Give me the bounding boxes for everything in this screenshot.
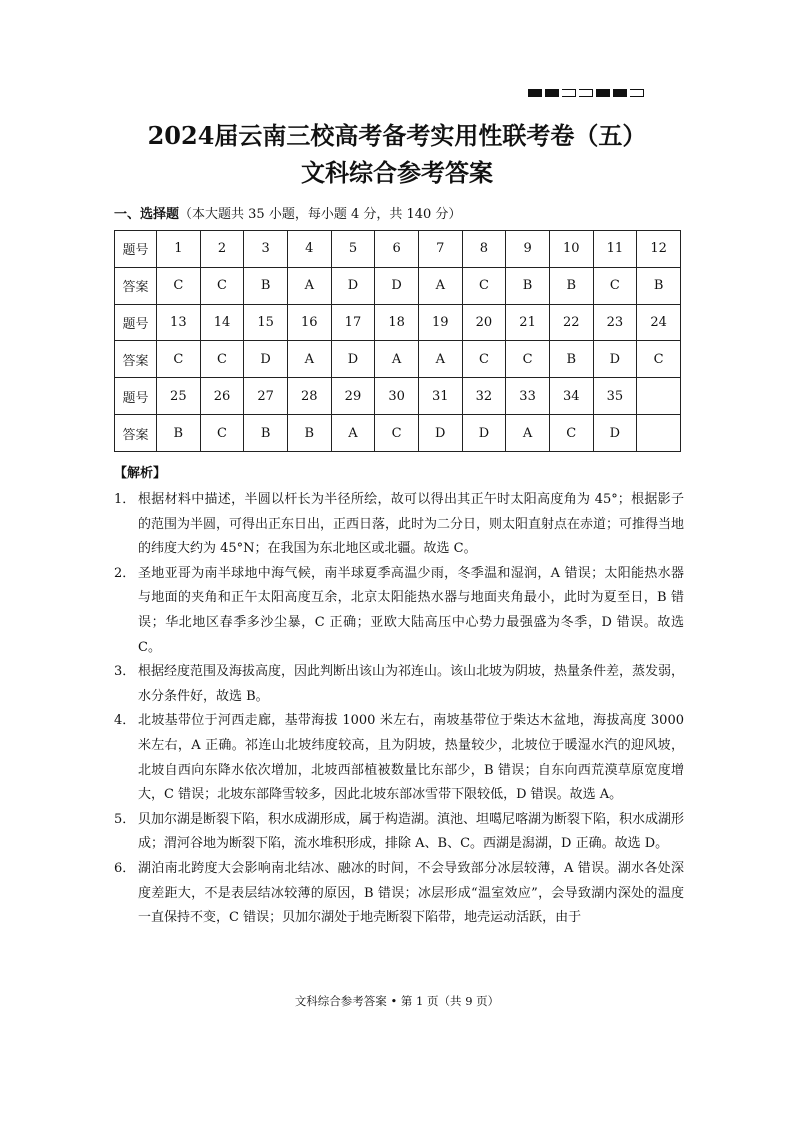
header-mark	[630, 89, 644, 97]
question-number-cell: 8	[462, 231, 506, 268]
section-heading	[114, 203, 461, 222]
answer-cell: D	[331, 267, 375, 304]
question-number-cell: 28	[287, 378, 331, 415]
row-label: 答案	[115, 341, 157, 378]
header-mark	[562, 89, 576, 97]
answer-cell: B	[244, 267, 288, 304]
answer-cell: C	[375, 415, 419, 452]
page-subtitle: 文科综合参考答案	[301, 158, 493, 187]
row-label: 题号	[115, 231, 157, 268]
question-number-cell: 13	[157, 304, 201, 341]
question-number-cell: 32	[462, 378, 506, 415]
answer-cell: B	[549, 267, 593, 304]
question-number-row	[115, 378, 681, 415]
answer-cell: B	[549, 341, 593, 378]
analysis-item-text: 贝加尔湖是断裂下陷，积水成湖形成，属于构造湖。滇池、坦噶尼喀湖为断裂下陷，积水成湖形成；渭河谷地为断裂下陷，流水堆积形成，排除 A、B、C。西湖是潟湖，D 正确。故选 D。	[138, 811, 685, 852]
answer-cell: C	[462, 341, 506, 378]
analysis-item	[114, 709, 684, 807]
question-number-cell: 20	[462, 304, 506, 341]
question-number-cell: 5	[331, 231, 375, 268]
analysis-item-number: 4．	[114, 713, 136, 729]
row-label: 题号	[115, 304, 157, 341]
question-number-cell: 19	[418, 304, 462, 341]
question-number-cell: 25	[157, 378, 201, 415]
question-number-cell: 22	[549, 304, 593, 341]
answer-cell: B	[287, 415, 331, 452]
question-number-cell: 4	[287, 231, 331, 268]
answer-cell: C	[157, 341, 201, 378]
page-footer: 文科综合参考答案 • 第 1 页（共 9 页）	[294, 994, 500, 1008]
question-number-cell: 31	[418, 378, 462, 415]
answer-cell: C	[200, 415, 244, 452]
question-number-cell: 2	[200, 231, 244, 268]
answer-cell: B	[637, 267, 681, 304]
analysis-list	[114, 488, 684, 931]
row-label: 题号	[115, 378, 157, 415]
answer-cell: D	[375, 267, 419, 304]
analysis-item-text: 圣地亚哥为南半球地中海气候，南半球夏季高温少雨，冬季温和湿润，A 错误；太阳能热水器与地面的夹角和正午太阳高度互余，北京太阳能热水器与地面夹角最小，此时为夏至日，B 错误；华北地区春季多沙尘暴，C 正确；亚欧大陆高压中心势力最强盛为冬季，D 错误。故选 C。	[138, 565, 684, 655]
answer-cell: A	[287, 341, 331, 378]
analysis-item-number: 6．	[114, 860, 136, 876]
answer-cell: D	[593, 341, 637, 378]
question-number-cell: 35	[593, 378, 637, 415]
answer-table	[114, 230, 681, 452]
question-number-cell: 23	[593, 304, 637, 341]
question-number-cell: 1	[157, 231, 201, 268]
answer-cell: C	[593, 267, 637, 304]
question-number-cell: 26	[200, 378, 244, 415]
analysis-item-number: 3．	[114, 664, 136, 680]
answer-cell: A	[331, 415, 375, 452]
question-number-cell: 14	[200, 304, 244, 341]
analysis-item	[114, 660, 684, 709]
header-mark	[613, 89, 627, 97]
question-number-cell: 6	[375, 231, 419, 268]
page-title: 2024届云南三校高考备考实用性联考卷（五）	[147, 121, 647, 150]
header-mark	[579, 89, 593, 97]
question-number-cell: 18	[375, 304, 419, 341]
question-number-cell: 29	[331, 378, 375, 415]
answer-cell: A	[287, 267, 331, 304]
answer-cell: B	[157, 415, 201, 452]
analysis-item-text: 根据经度范围及海拔高度，因此判断出该山为祁连山。该山北坡为阴坡，热量条件差，蒸发弱，水分条件好，故选 B。	[138, 664, 685, 704]
answer-cell: C	[157, 267, 201, 304]
analysis-heading: 【解析】	[114, 466, 167, 481]
answer-row	[115, 415, 681, 452]
analysis-item-text: 北坡基带位于河西走廊，基带海拔 1000 米左右，南坡基带位于柴达木盆地，海拔高度 3000 米左右，A 正确。祁连山北坡纬度较高，且为阴坡，热量较少，北坡位于暖湿水汽的迎风坡，北坡自西向东降水依次增加，北坡西部植被数量比东部少，B 错误；自东向西荒漠草原宽度增大，C 错误；北坡东部降雪较多，因此北坡东部冰雪带下限较低，D 错误。故选 A。	[138, 713, 684, 803]
question-number-cell: 3	[244, 231, 288, 268]
question-number-cell	[637, 378, 681, 415]
answer-cell: C	[200, 267, 244, 304]
question-number-cell: 27	[244, 378, 288, 415]
answer-cell: C	[549, 415, 593, 452]
section-note: （本大题共 35 小题，每小题 4 分，共 140 分）	[179, 207, 462, 222]
answer-cell: A	[418, 341, 462, 378]
question-number-cell: 17	[331, 304, 375, 341]
answer-row	[115, 267, 681, 304]
question-number-cell: 11	[593, 231, 637, 268]
analysis-item-text: 湖泊南北跨度大会影响南北结冰、融冰的时间，不会导致部分冰层较薄，A 错误。湖水各处深度差距大，不是表层结冰较薄的原因，B 错误；冰层形成“温室效应”，会导致湖内深处的温度一直保持不变，C 错误；贝加尔湖处于地壳断裂下陷带，地壳运动活跃，由于	[138, 860, 684, 926]
question-number-cell: 33	[506, 378, 550, 415]
answer-cell: D	[331, 341, 375, 378]
answer-cell: B	[506, 267, 550, 304]
answer-cell: D	[244, 341, 288, 378]
analysis-item-text: 根据材料中描述，半圆以杆长为半径所绘，故可以得出其正午时太阳高度角为 45°；根据影子的范围为半圆，可得出正东日出，正西日落，此时为二分日，则太阳直射点在赤道；可推得当地的纬度大约为 45°N；在我国为东北地区或北疆。故选 C。	[138, 492, 685, 557]
question-number-cell: 10	[549, 231, 593, 268]
question-number-cell: 24	[637, 304, 681, 341]
question-number-cell: 12	[637, 231, 681, 268]
answer-cell: D	[593, 415, 637, 452]
row-label: 答案	[115, 267, 157, 304]
answer-cell	[637, 415, 681, 452]
answer-cell: A	[375, 341, 419, 378]
question-number-row	[115, 231, 681, 268]
analysis-item	[114, 808, 684, 857]
header-mark	[545, 89, 559, 97]
question-number-cell: 30	[375, 378, 419, 415]
answer-cell: C	[506, 341, 550, 378]
row-label: 答案	[115, 415, 157, 452]
question-number-cell: 21	[506, 304, 550, 341]
header-mark	[596, 89, 610, 97]
answer-cell: A	[418, 267, 462, 304]
answer-cell: C	[637, 341, 681, 378]
header-marks	[528, 89, 644, 97]
analysis-item	[114, 857, 684, 931]
answer-cell: C	[462, 267, 506, 304]
answer-cell: B	[244, 415, 288, 452]
answer-cell: D	[418, 415, 462, 452]
analysis-item-number: 2．	[114, 565, 136, 581]
analysis-item	[114, 488, 684, 562]
analysis-item-number: 5．	[114, 811, 136, 827]
section-label: 一、选择题	[114, 207, 180, 222]
analysis-item	[114, 562, 684, 660]
analysis-item-number: 1．	[114, 492, 136, 507]
question-number-cell: 9	[506, 231, 550, 268]
answer-cell: C	[200, 341, 244, 378]
answer-cell: D	[462, 415, 506, 452]
question-number-row	[115, 304, 681, 341]
question-number-cell: 7	[418, 231, 462, 268]
question-number-cell: 34	[549, 378, 593, 415]
answer-row	[115, 341, 681, 378]
answer-cell: A	[506, 415, 550, 452]
question-number-cell: 15	[244, 304, 288, 341]
header-mark	[528, 89, 542, 97]
question-number-cell: 16	[287, 304, 331, 341]
